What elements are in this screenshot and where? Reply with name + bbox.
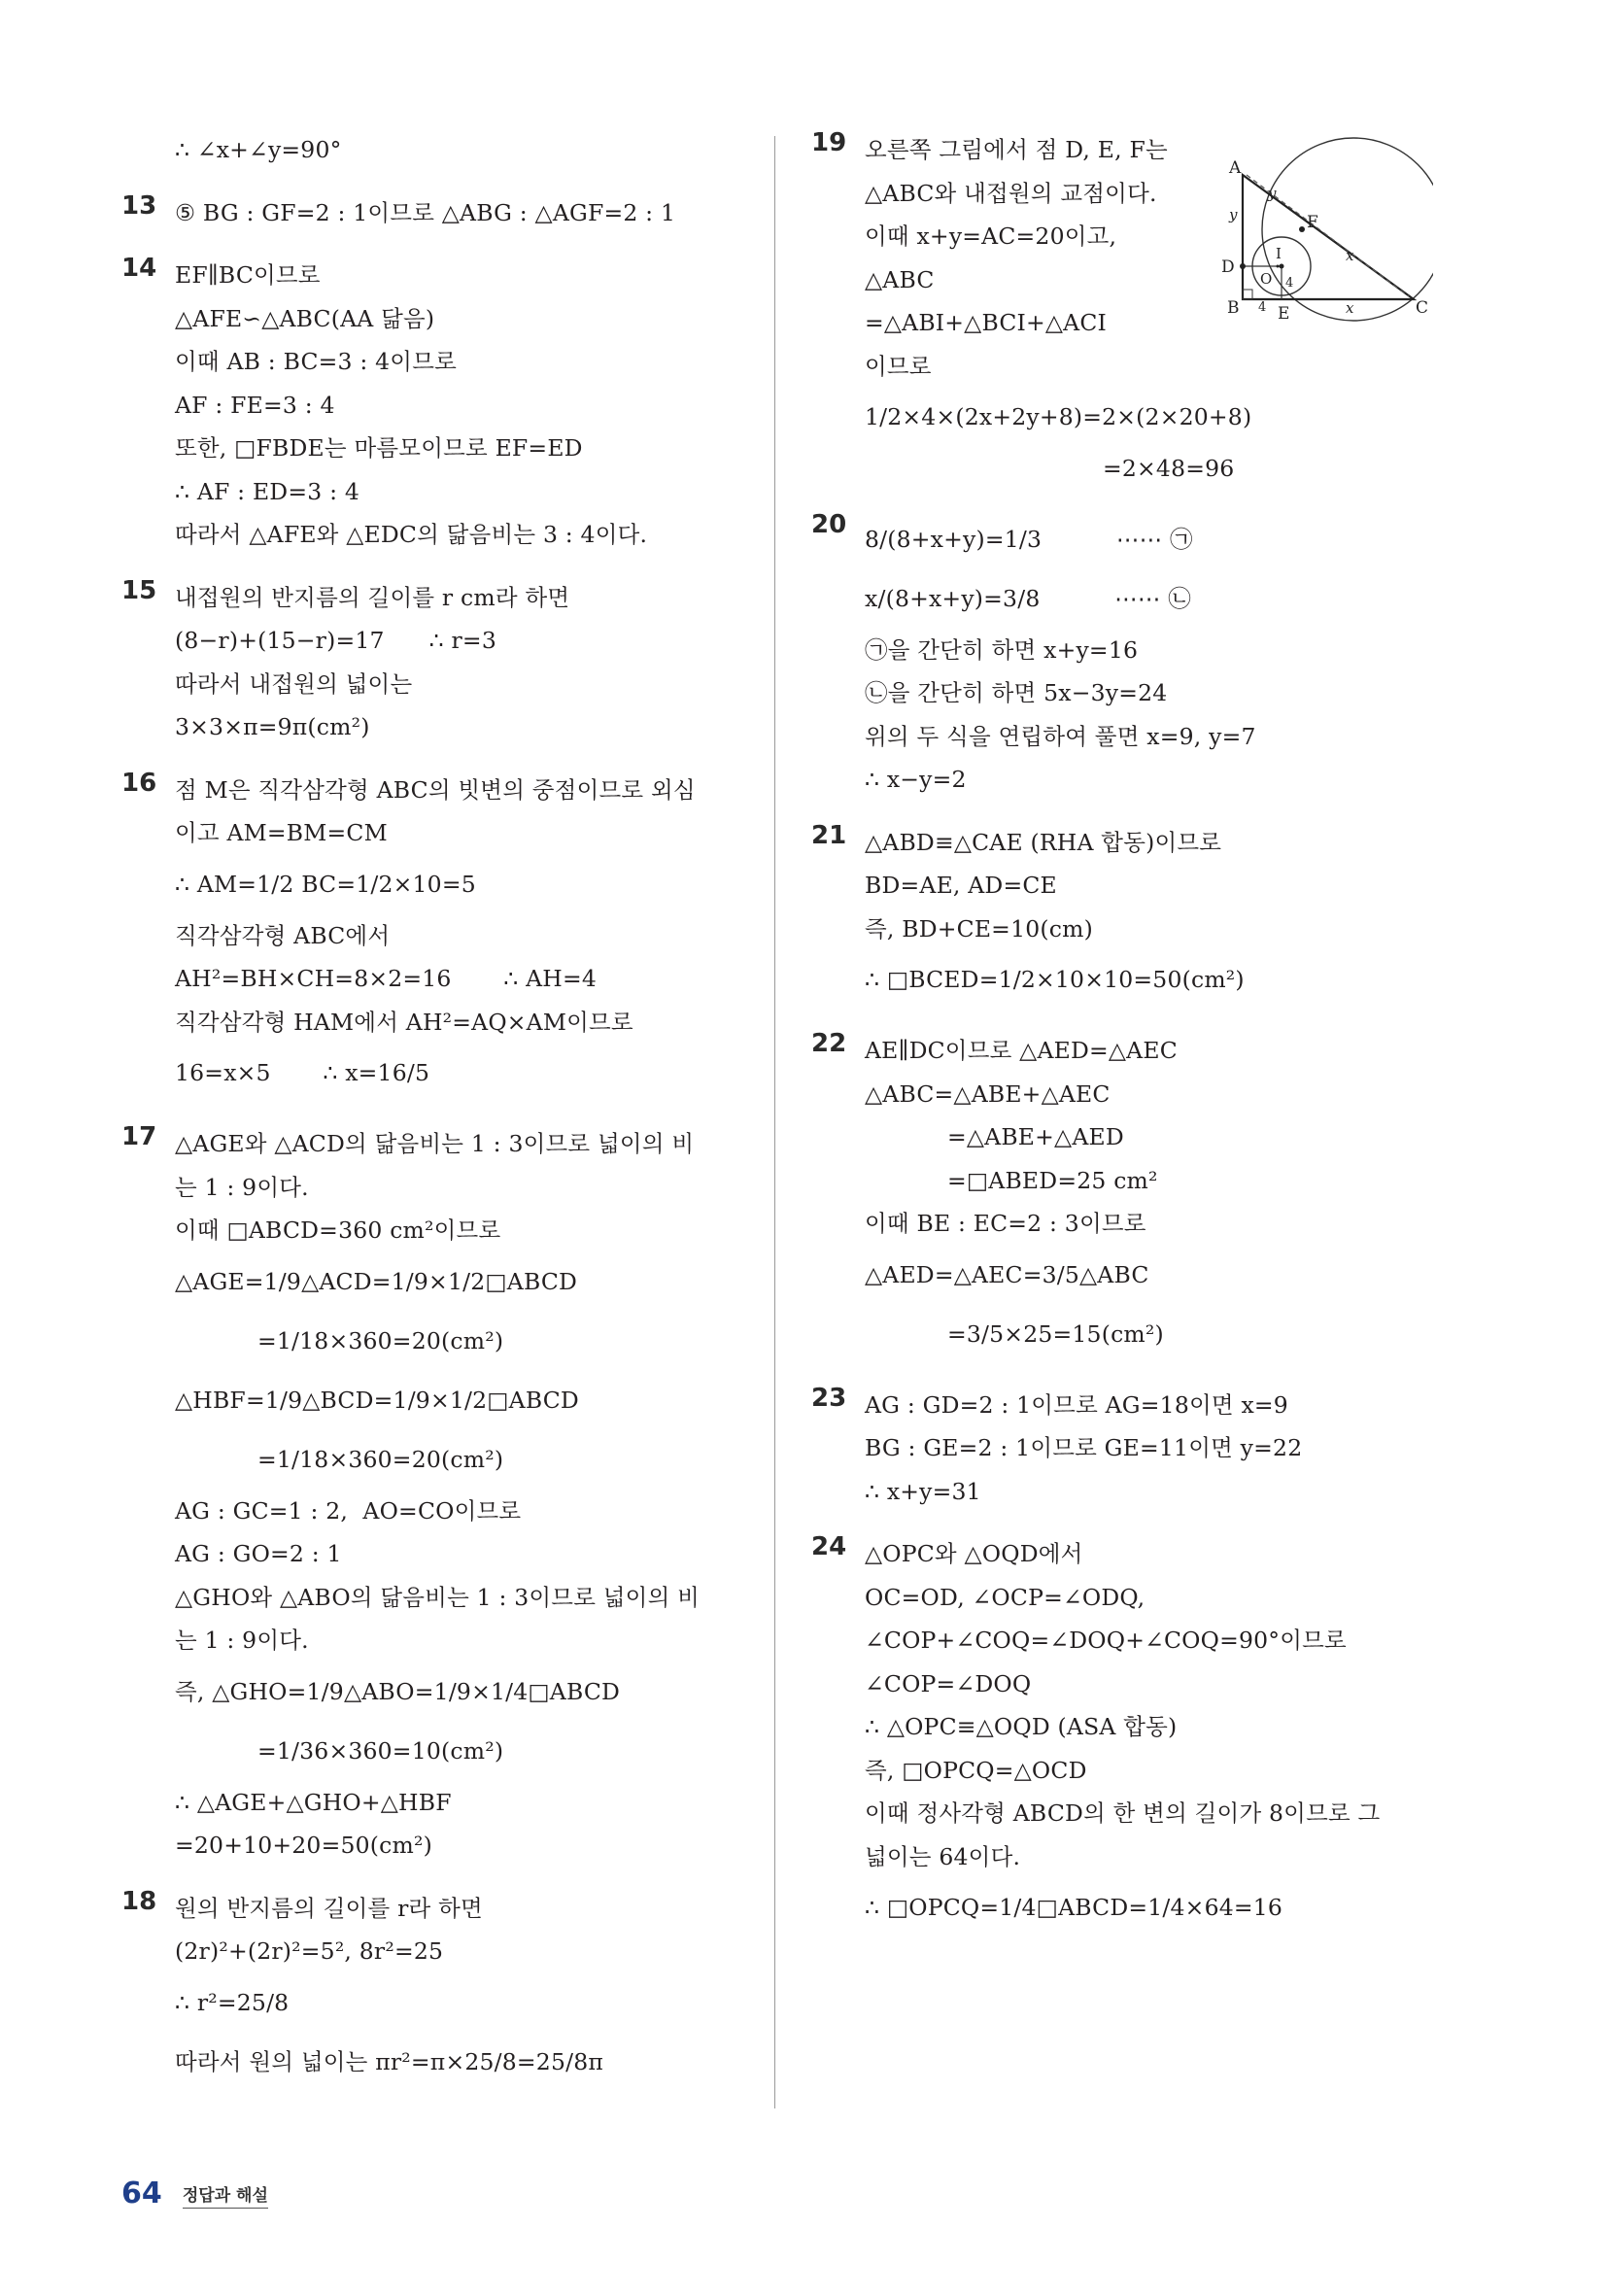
page-number: 64 [121, 2176, 162, 2210]
answer-line: 오른쪽 그림에서 점 D, E, F는 [865, 136, 1168, 163]
answer-line: △AFE∽△ABC(AA 닮음) [175, 304, 435, 332]
footer-label: 정답과 해설 [183, 2186, 268, 2209]
problem-number: 22 [811, 1029, 847, 1058]
answer-line: AH²=BH×CH=8×2=16 ∴ AH=4 [175, 965, 597, 992]
label-y-1: y [1268, 185, 1277, 202]
problem-number: 19 [811, 128, 847, 157]
answer-line: 따라서 내접원의 넓이는 [175, 669, 413, 698]
answer-line: (8−r)+(15−r)=17 ∴ r=3 [175, 627, 496, 654]
problem-number: 24 [811, 1532, 847, 1561]
answer-line: 는 1 : 9이다. [175, 1627, 309, 1654]
answer-line: AE∥DC이므로 △AED=△AEC [865, 1037, 1178, 1064]
answer-line: =1/36×360=10(cm²) [257, 1736, 504, 1765]
problem-14 [121, 254, 743, 557]
answer-line: 직각삼각형 ABC에서 [175, 921, 391, 949]
answer-line: 이때 AB : BC=3 : 4이므로 [175, 348, 458, 375]
answer-line: △ABC=△ABE+△AEC [865, 1079, 1111, 1108]
problem-16 [121, 769, 743, 1104]
label-4-horizontal: 4 [1258, 300, 1267, 315]
page-footer [121, 2176, 268, 2210]
answer-line: ∴ □BCED=1/2×10×10=50(cm²) [865, 966, 1245, 993]
answer-line: AG : GO=2 : 1 [175, 1540, 342, 1567]
label-d: D [1221, 257, 1235, 277]
right-column [811, 128, 1433, 1957]
answer-line: =△ABE+△AED [947, 1123, 1124, 1150]
answer-line: 이때 x+y=AC=20이고, [865, 223, 1117, 250]
answer-line: 는 1 : 9이다. [175, 1173, 309, 1201]
answer-line: ∴ x+y=31 [865, 1477, 981, 1505]
answer-line: △HBF=1/9△BCD=1/9×1/2□ABCD [175, 1386, 579, 1414]
answer-line: △AGE와 △ACD의 닮음비는 1 : 3이므로 넓이의 비 [175, 1130, 695, 1157]
label-x-1: x [1346, 247, 1354, 264]
problem-number: 14 [121, 254, 157, 283]
answer-line: =2×48=96 [1103, 455, 1235, 482]
answer-line: 또한, □FBDE는 마름모이므로 EF=ED [175, 434, 583, 462]
point-o [1277, 265, 1280, 268]
answer-line: 내접원의 반지름의 길이를 r cm라 하면 [175, 583, 570, 611]
answer-line: ∴ AF : ED=3 : 4 [175, 477, 360, 505]
answer-line: 따라서 △AFE와 △EDC의 닮음비는 3 : 4이다. [175, 521, 648, 548]
answer-line: 점 M은 직각삼각형 ABC의 빗변의 중점이므로 외심 [175, 775, 696, 804]
point-f [1299, 226, 1305, 232]
problem-15 [121, 576, 743, 749]
problem-12-end [121, 128, 743, 172]
answer-line: ㉡을 간단히 하면 5x−3y=24 [865, 679, 1168, 706]
answer-line: 즉, BD+CE=10(cm) [865, 914, 1093, 942]
answer-line: 즉, △GHO=1/9△ABO=1/9×1/4□ABCD [175, 1677, 621, 1705]
problem-number: 17 [121, 1122, 157, 1151]
answer-line: ∠COP+∠COQ=∠DOQ+∠COQ=90°이므로 [865, 1627, 1347, 1654]
answer-line: AG : GC=1 : 2, AO=CO이므로 [175, 1496, 522, 1525]
point-i [1280, 264, 1284, 269]
problem-18 [121, 1887, 743, 2092]
answer-line: BG : GE=2 : 1이므로 GE=11이면 y=22 [865, 1434, 1303, 1461]
problem-17 [121, 1122, 743, 1868]
label-b: B [1227, 298, 1240, 318]
answer-line: 이므로 [865, 352, 932, 380]
answer-line: OC=OD, ∠OCP=∠ODQ, [865, 1583, 1145, 1611]
answer-line: ⑤ BG : GF=2 : 1이므로 △ABG : △AGF=2 : 1 [175, 198, 676, 226]
answer-line: (2r)²+(2r)²=5², 8r²=25 [175, 1937, 444, 1965]
label-y-2: y [1229, 206, 1238, 223]
answer-line: 1/2×4×(2x+2y+8)=2×(2×20+8) [865, 403, 1252, 430]
answer-line: ∴ x−y=2 [865, 766, 967, 793]
answer-line: 이때 BE : EC=2 : 3이므로 [865, 1210, 1146, 1237]
problem-number: 20 [811, 509, 847, 539]
problem-24 [811, 1532, 1433, 1937]
left-column [121, 128, 743, 2111]
answer-line: ∴ r²=25/8 [175, 1988, 290, 2016]
answer-line: =1/18×360=20(cm²) [257, 1445, 504, 1473]
answer-line: △OPC와 △OQD에서 [865, 1540, 1083, 1567]
answer-line: =20+10+20=50(cm²) [175, 1832, 432, 1859]
column-divider [774, 136, 775, 2108]
label-a: A [1229, 158, 1242, 178]
problem-number: 15 [121, 575, 157, 605]
answer-line: △ABD≡△CAE (RHA 합동)이므로 [865, 828, 1222, 856]
answer-line: 이때 정사각형 ABCD의 한 변의 길이가 8이므로 그 [865, 1799, 1381, 1827]
answer-line: BD=AE, AD=CE [865, 872, 1057, 899]
problem-22 [811, 1029, 1433, 1364]
answer-line: AG : GD=2 : 1이므로 AG=18이면 x=9 [865, 1390, 1288, 1419]
answer-line: 3×3×π=9π(cm²) [175, 713, 370, 740]
label-x-2: x [1346, 299, 1354, 317]
answer-line: =△ABI+△BCI+△ACI [865, 309, 1108, 336]
answer-line: 이고 AM=BM=CM [175, 819, 388, 846]
answer-line: 원의 반지름의 길이를 r라 하면 [175, 1894, 483, 1922]
answer-line: 이때 □ABCD=360 cm²이므로 [175, 1217, 501, 1244]
label-c: C [1416, 298, 1429, 318]
answer-line: =3/5×25=15(cm²) [947, 1319, 1164, 1348]
answer-line: △AGE=1/9△ACD=1/9×1/2□ABCD [175, 1267, 578, 1295]
answer-line: EF∥BC이므로 [175, 261, 321, 289]
answer-line: ∴ △OPC≡△OQD (ASA 합동) [865, 1713, 1178, 1740]
label-4-vertical: 4 [1285, 276, 1294, 291]
label-i: I [1276, 245, 1282, 262]
answer-line: ∴ △AGE+△GHO+△HBF [175, 1788, 452, 1816]
answer-line: 8/(8+x+y)=1/3 ⋯⋯ ㉠ [865, 525, 1193, 553]
answer-line: ∴ □OPCQ=1/4□ABCD=1/4×64=16 [865, 1894, 1283, 1921]
answer-line: 즉, □OPCQ=△OCD [865, 1756, 1087, 1784]
label-f: F [1307, 213, 1318, 232]
point-d [1240, 263, 1246, 269]
answer-line: ∴ AM=1/2 BC=1/2×10=5 [175, 870, 476, 898]
right-angle-mark [1243, 290, 1252, 299]
answer-line: △GHO와 △ABO의 닮음비는 1 : 3이므로 넓이의 비 [175, 1583, 701, 1611]
problem-20 [811, 510, 1433, 802]
answer-line: 위의 두 식을 연립하여 풀면 x=9, y=7 [865, 722, 1256, 750]
circumcircle [1262, 138, 1433, 321]
answer-line: △AED=△AEC=3/5△ABC [865, 1260, 1149, 1288]
problem-number: 16 [121, 768, 157, 798]
answer-line: △ABC와 내접원의 교점이다. [865, 179, 1157, 207]
answer-line: ㉠을 간단히 하면 x+y=16 [865, 635, 1139, 664]
problem-number: 18 [121, 1886, 157, 1916]
answer-line: 16=x×5 ∴ x=16/5 [175, 1059, 430, 1086]
answer-line: 따라서 원의 넓이는 πr²=π×25/8=25/8π [175, 2047, 604, 2075]
answer-line: =□ABED=25 cm² [947, 1166, 1158, 1194]
geometry-figure-19 [1200, 136, 1433, 330]
problem-21 [811, 821, 1433, 1011]
answer-line: ∴ ∠x+∠y=90° [175, 136, 342, 163]
problem-number: 13 [121, 190, 157, 221]
answer-line: ∠COP=∠DOQ [865, 1669, 1032, 1697]
problem-number: 21 [811, 820, 847, 850]
answer-line: x/(8+x+y)=3/8 ⋯⋯ ㉡ [865, 584, 1191, 612]
label-e: E [1278, 304, 1290, 324]
answer-line: =1/18×360=20(cm²) [257, 1326, 504, 1354]
answer-line: 직각삼각형 HAM에서 AH²=AQ×AM이므로 [175, 1008, 633, 1036]
answer-line: AF : FE=3 : 4 [175, 391, 335, 419]
answer-line: 넓이는 64이다. [865, 1842, 1021, 1870]
problem-13 [121, 191, 743, 235]
problem-23 [811, 1384, 1433, 1514]
label-o: O [1260, 270, 1273, 288]
answer-line: △ABC [865, 265, 935, 293]
problem-number: 23 [811, 1383, 847, 1413]
